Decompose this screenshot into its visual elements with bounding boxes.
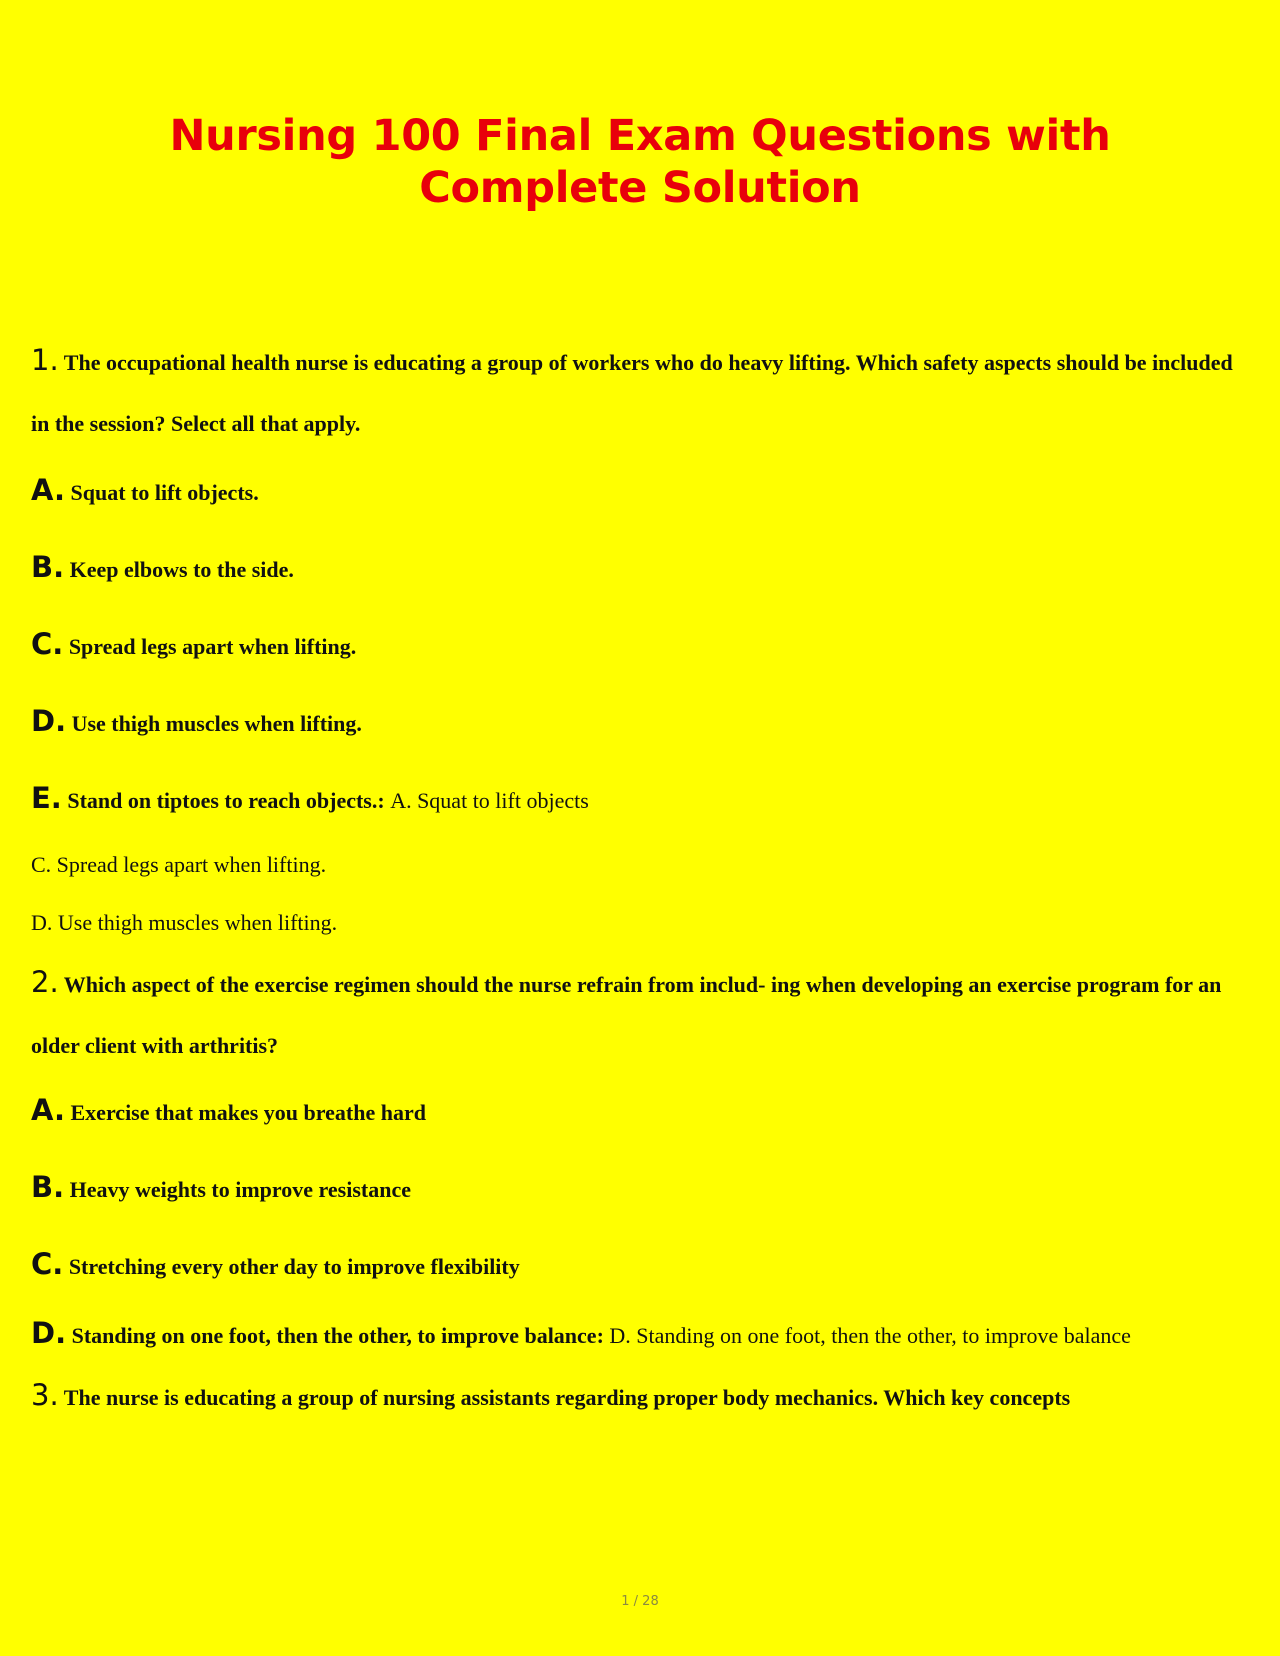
q1-answer-line-1: C. Spread legs apart when lifting.	[31, 852, 327, 877]
q1-option-d	[31, 701, 1250, 778]
option-text: Squat to lift objects.	[70, 480, 259, 505]
option-letter: D.	[31, 1316, 67, 1350]
question-text: Which aspect of the exercise regimen should the nurse refrain from includ- ing when developing an exercise program for an older client with arthritis?	[31, 972, 1222, 1058]
option-letter: E.	[31, 781, 62, 815]
answer-text: A. Squat to lift objects	[390, 788, 589, 813]
option-letter: D.	[31, 704, 67, 738]
answer-text: D. Standing on one foot, then the other, to improve balance	[609, 1323, 1131, 1348]
question-number: 2.	[31, 965, 59, 999]
q1-option-b	[31, 547, 1250, 624]
option-text: Standing on one foot, then the other, to improve balance:	[71, 1323, 604, 1348]
q1-answer-line-2: D. Use thigh muscles when lifting.	[31, 910, 338, 935]
question-number: 3.	[31, 1378, 59, 1412]
q1-option-a	[31, 470, 1250, 547]
page-number: 1 / 28	[621, 1594, 659, 1609]
option-text: Keep elbows to the side.	[69, 557, 294, 582]
option-letter: A.	[31, 473, 65, 507]
option-text: Stretching every other day to improve flexibility	[68, 1254, 520, 1279]
option-letter: C.	[31, 1247, 64, 1281]
q1-option-e	[31, 778, 1250, 836]
option-letter: C.	[31, 627, 64, 661]
question-3	[31, 1365, 1250, 1428]
q2-option-a	[31, 1090, 1250, 1167]
question-number: 1.	[31, 343, 59, 377]
document-body	[31, 330, 1250, 1428]
option-text: Heavy weights to improve resistance	[69, 1177, 411, 1202]
option-text: Stand on tiptoes to reach objects.:	[67, 788, 385, 813]
q1-option-c	[31, 624, 1250, 701]
question-2	[31, 952, 1250, 1076]
question-text: The occupational health nurse is educating a group of workers who do heavy lifting. Which safety aspects should be included in the session? Select all that apply.	[31, 350, 1233, 436]
option-text: Spread legs apart when lifting.	[68, 634, 357, 659]
q2-option-d	[31, 1304, 1250, 1365]
q2-option-c	[31, 1244, 1250, 1304]
option-letter: B.	[31, 550, 65, 584]
option-letter: B.	[31, 1170, 65, 1204]
option-text: Use thigh muscles when lifting.	[71, 711, 362, 736]
document-title: Nursing 100 Final Exam Questions with Complete Solution	[169, 111, 1111, 213]
question-1	[31, 330, 1250, 454]
option-text: Exercise that makes you breathe hard	[70, 1100, 426, 1125]
option-letter: A.	[31, 1093, 65, 1127]
question-text: The nurse is educating a group of nursing assistants regarding proper body mechanics. Which key concepts	[63, 1385, 1071, 1410]
q2-option-b	[31, 1167, 1250, 1244]
